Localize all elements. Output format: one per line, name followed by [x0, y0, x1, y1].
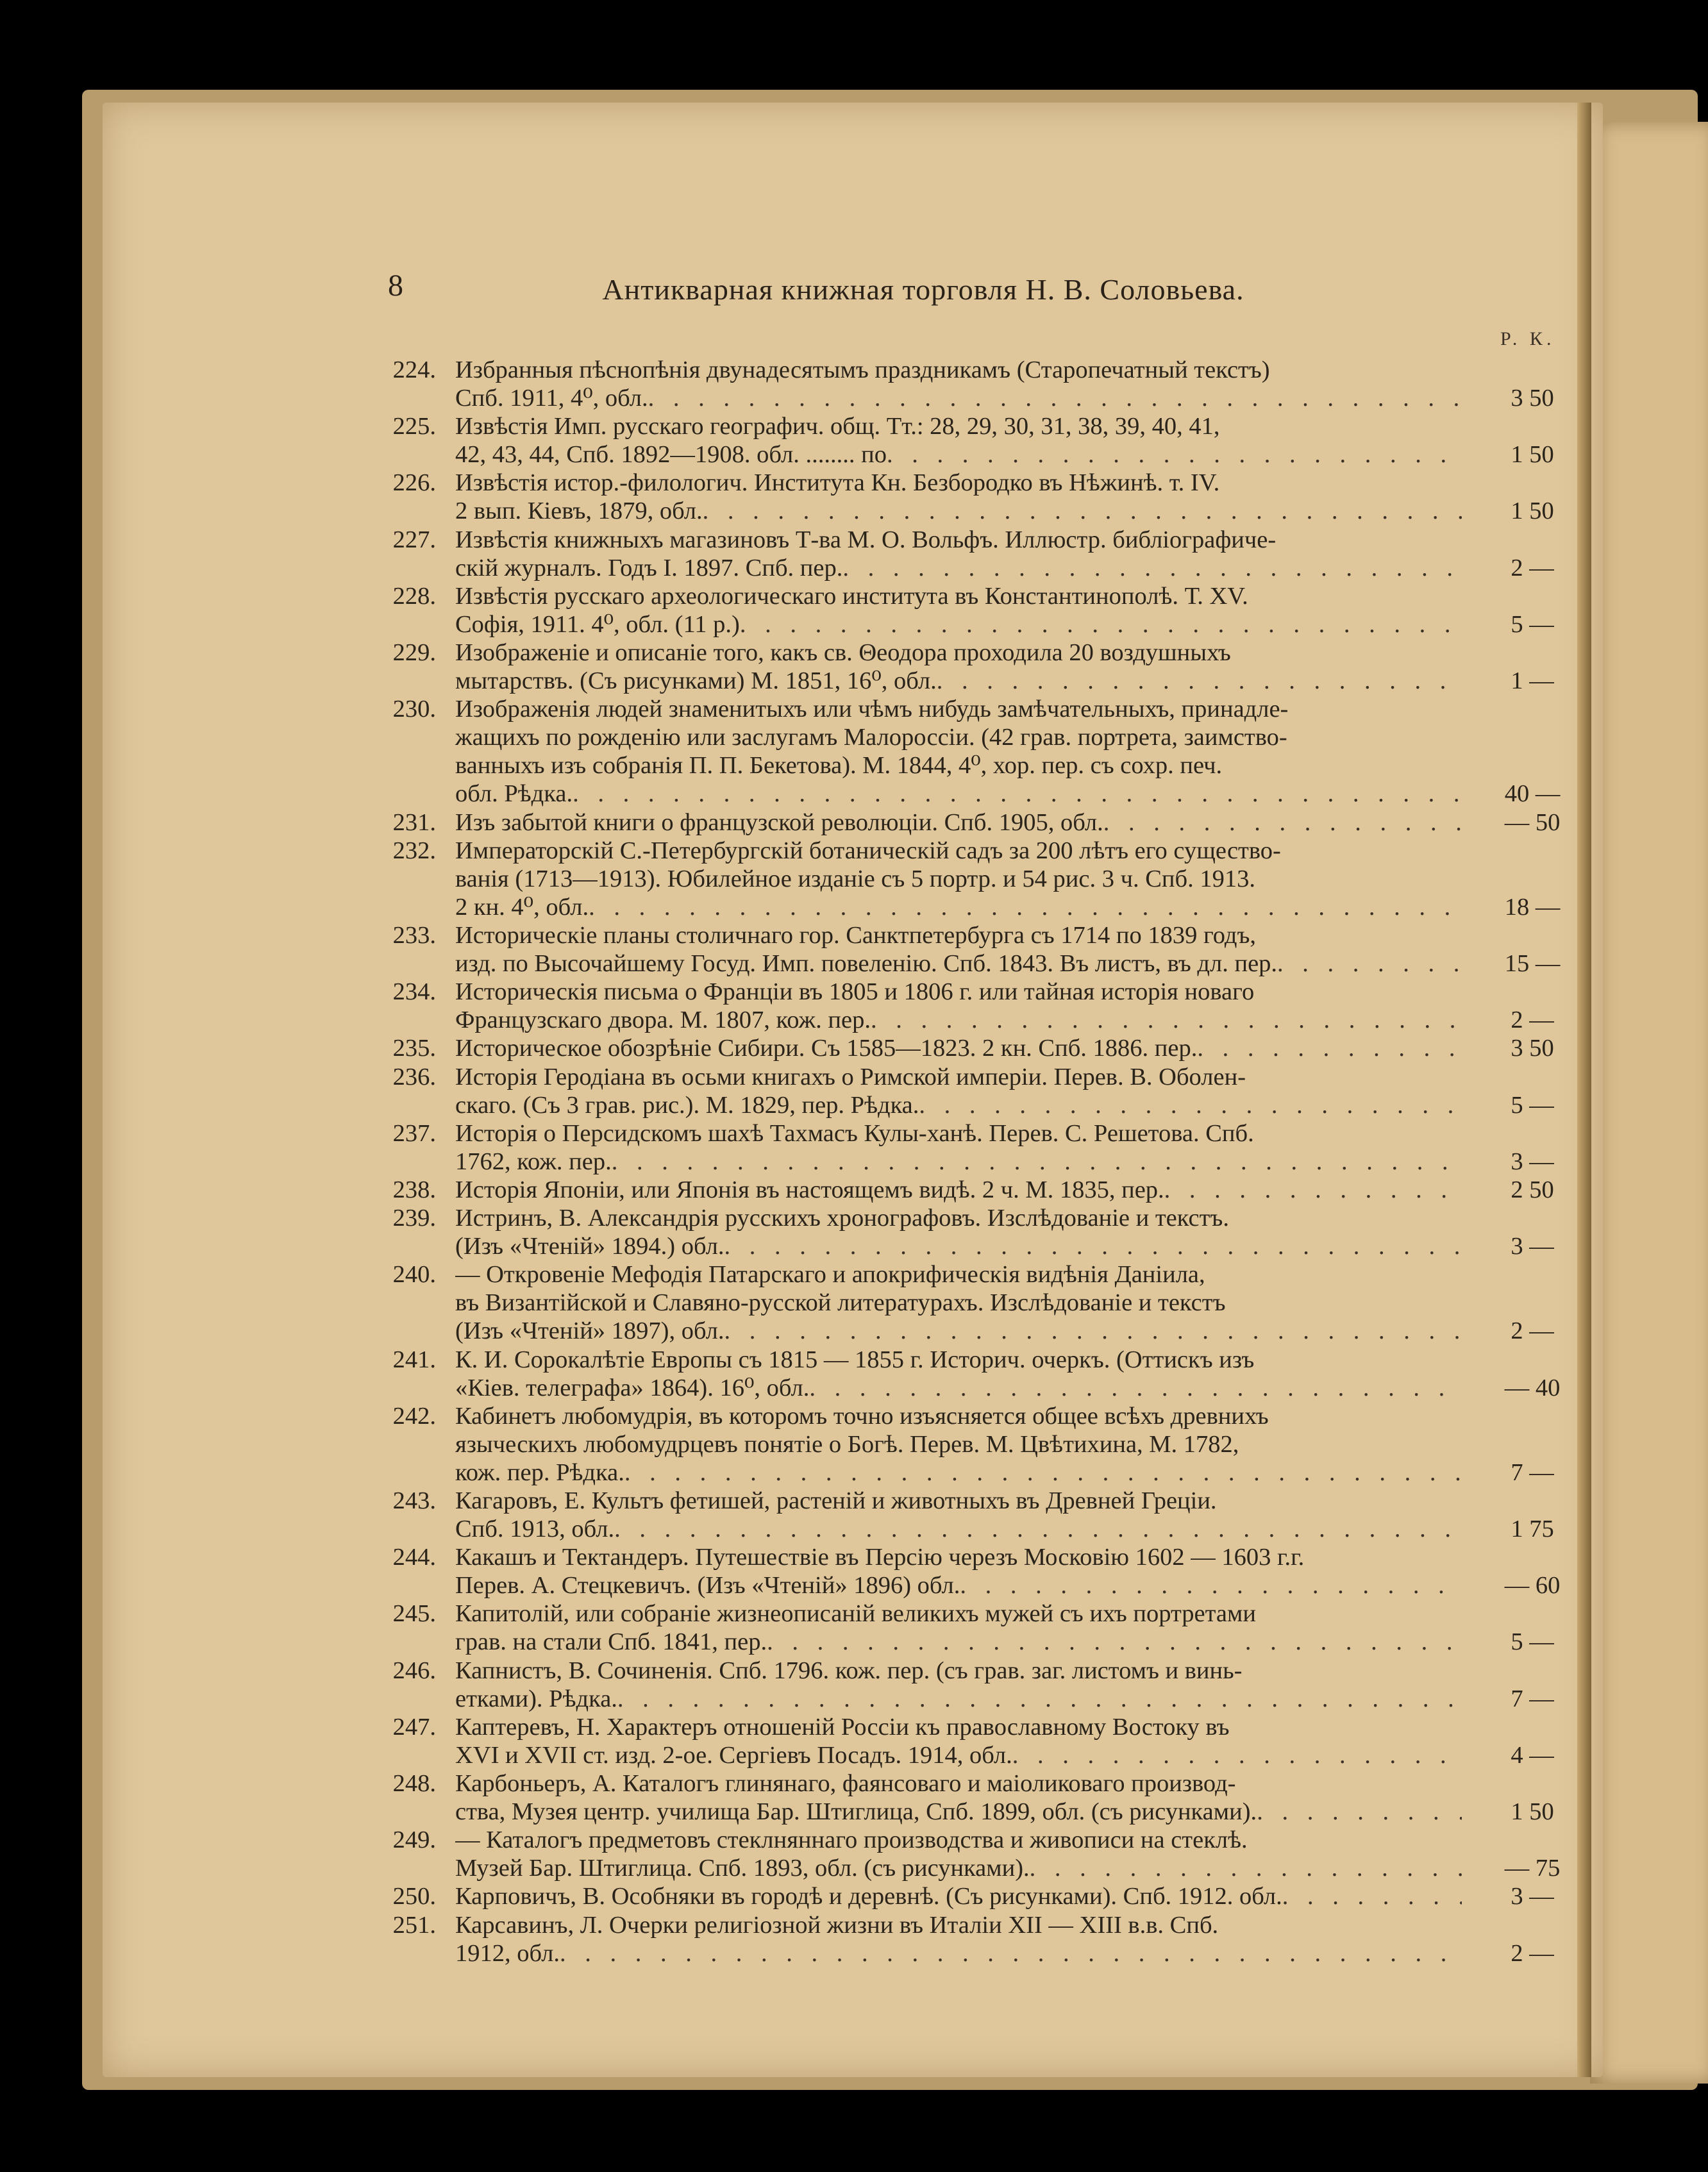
- entry-line-text: обл. Рѣдка.: [455, 780, 573, 808]
- entry-line: [455, 440, 1462, 469]
- entry-price: 3 50: [1511, 1035, 1554, 1062]
- entry-description: [455, 1176, 1462, 1204]
- dot-leader: [937, 667, 1462, 695]
- entry-price: 5 —: [1511, 1091, 1554, 1119]
- dot-leader: [871, 1006, 1462, 1034]
- price-column-header: Р. К.: [1500, 328, 1555, 349]
- running-head: [103, 272, 1603, 306]
- entry-line-text: Спб. 1911, 4⁰, обл.: [455, 385, 648, 412]
- entry-line-text: Извѣстія книжныхъ магазиновъ Т-ва М. О. Вольфъ. Иллюстр. библіографиче-: [455, 526, 1277, 553]
- entry-line-text: Карсавинъ, Л. Очерки религіозной жизни въ Италіи XII — XIII в.в. Спб.: [455, 1911, 1219, 1939]
- entry-price: 2 50: [1511, 1176, 1554, 1203]
- entry-price: 5 —: [1511, 1628, 1554, 1656]
- entry-line-text: Историческія письма о Франціи въ 1805 и 1806 г. или тайная исторія новаго: [455, 978, 1255, 1006]
- entry-number: 228.: [392, 582, 436, 610]
- entry-price: 2 —: [1511, 1007, 1554, 1034]
- entry-line-text: ства, Музея центр. училища Бар. Штиглица, Спб. 1899, обл. (съ рисунками).: [455, 1798, 1257, 1826]
- entry-description: [455, 1346, 1462, 1402]
- entry-line: [455, 412, 1462, 440]
- entry-number: 231.: [392, 808, 436, 836]
- entry-line: [455, 1091, 1462, 1119]
- entry-line: [455, 1176, 1462, 1204]
- entry-description: [455, 1713, 1462, 1769]
- entry-number: 237.: [392, 1119, 436, 1147]
- entry-line: [455, 1402, 1462, 1430]
- entry-line: [455, 582, 1462, 610]
- entry-price: — 40: [1504, 1374, 1561, 1401]
- entry-description: [455, 1882, 1462, 1910]
- entry-price: 18 —: [1504, 893, 1561, 921]
- entry-number: 244.: [392, 1544, 436, 1571]
- entry-line: [455, 921, 1462, 949]
- entry-number: 248.: [392, 1770, 436, 1797]
- dot-leader: [740, 610, 1462, 639]
- entry-number: 225.: [392, 413, 436, 440]
- entry-line-text: Спб. 1913, обл.: [455, 1516, 615, 1543]
- entry-description: [455, 1543, 1462, 1600]
- entry-price: 1 50: [1511, 441, 1554, 469]
- entry-description: [455, 978, 1462, 1034]
- entry-number: 226.: [392, 469, 436, 497]
- entry-line-text: Историческое обозрѣніе Сибири. Съ 1585—1823. 2 кн. Спб. 1886. пер.: [455, 1035, 1198, 1062]
- entry-line-text: Капитолій, или собраніе жизнеописаній великихъ мужей съ ихъ портретами: [455, 1600, 1256, 1628]
- entry-line-text: XVI и XVII ст. изд. 2-ое. Сергіевъ Посадъ. 1914, обл.: [455, 1741, 1012, 1769]
- entry-line: [455, 1854, 1462, 1882]
- entry-line-text: Извѣстія русскаго археологическаго института въ Константинополѣ. Т. XV.: [455, 582, 1248, 610]
- entry-number: 229.: [392, 639, 436, 666]
- entry-line: [455, 1713, 1462, 1741]
- entry-description: [455, 1204, 1462, 1260]
- entry-price: — 75: [1504, 1855, 1561, 1882]
- entry-line-text: Изображеніе и описаніе того, какъ св. Θеодора проходила 20 воздушныхъ: [455, 639, 1231, 666]
- dot-leader: [767, 1628, 1462, 1656]
- entry-line-text: Извѣстія Имп. русскаго географич. общ. Тт.: 28, 29, 30, 31, 38, 39, 40, 41,: [455, 413, 1220, 440]
- entry-line-text: Карбоньеръ, А. Каталогъ глинянаго, фаянсоваго и маіоликоваго производ-: [455, 1770, 1236, 1797]
- entry-line: [455, 469, 1462, 497]
- entry-line: [455, 1006, 1462, 1034]
- entry-line: [455, 1458, 1462, 1487]
- entry-line-text: мытарствъ. (Съ рисунками) М. 1851, 16⁰, обл.: [455, 667, 937, 695]
- entry-line-text: Избранныя пѣснопѣнія двунадесятымъ праздникамъ (Старопечатный текстъ): [455, 356, 1270, 383]
- entry-description: [455, 1911, 1462, 1967]
- dot-leader: [703, 497, 1462, 525]
- entry-line: [455, 1826, 1462, 1854]
- entry-number: 240.: [392, 1261, 436, 1289]
- entry-number: 245.: [392, 1600, 436, 1628]
- dot-leader: [612, 1148, 1462, 1176]
- entry-line-text: жащихъ по рожденію или заслугамъ Малороссіи. (42 грав. портрета, заимство-: [455, 724, 1287, 751]
- entry-description: [455, 639, 1462, 695]
- entry-line: [455, 1628, 1462, 1656]
- entry-description: [455, 1769, 1462, 1826]
- entry-line-text: Французскаго двора. М. 1807, кож. пер.: [455, 1007, 871, 1034]
- dot-leader: [1164, 1176, 1462, 1204]
- dot-leader: [1030, 1854, 1462, 1882]
- entry-line: [455, 1769, 1462, 1798]
- entry-line: [455, 695, 1462, 723]
- entry-line: [455, 949, 1462, 978]
- dot-leader: [589, 893, 1462, 921]
- entry-price: 4 —: [1511, 1741, 1554, 1769]
- dot-leader: [842, 554, 1462, 582]
- entry-line: [455, 1939, 1462, 1967]
- entry-line-text: Капнистъ, В. Сочиненія. Спб. 1796. кож. пер. (съ грав. заг. листомъ и винь-: [455, 1657, 1243, 1684]
- entry-number: 250.: [392, 1883, 436, 1910]
- entry-line: [455, 723, 1462, 751]
- entry-number: 239.: [392, 1205, 436, 1232]
- entry-line: [455, 1911, 1462, 1939]
- entry-line-text: «Кіев. телеграфа» 1864). 16⁰, обл.: [455, 1374, 810, 1401]
- entry-number: 233.: [392, 922, 436, 949]
- entry-line-text: Музей Бар. Штиглица. Спб. 1893, обл. (съ рисунками).: [455, 1855, 1030, 1882]
- entry-line-text: (Изъ «Чтеній» 1894.) обл.: [455, 1233, 724, 1260]
- entry-line-text: Перев. А. Стецкевичъ. (Изъ «Чтеній» 1896) обл.: [455, 1572, 960, 1600]
- entry-description: [455, 356, 1462, 412]
- entry-line-text: Какашъ и Тектандеръ. Путешествіе въ Персію черезъ Московію 1602 — 1603 г.г.: [455, 1544, 1305, 1571]
- entry-line: [455, 865, 1462, 893]
- entry-price: 5 —: [1511, 610, 1554, 638]
- entry-description: [455, 837, 1462, 921]
- entry-line-text: 2 вып. Кіевъ, 1879, обл.: [455, 497, 703, 525]
- entry-line: [455, 526, 1462, 554]
- dot-leader: [573, 780, 1462, 808]
- dot-leader: [1277, 949, 1462, 978]
- entry-line-text: Карповичъ, В. Особняки въ городѣ и деревнѣ. (Съ рисунками). Спб. 1912. обл.: [455, 1883, 1282, 1910]
- entry-line: [455, 1430, 1462, 1458]
- dot-leader: [724, 1232, 1462, 1260]
- entry-price: 3 —: [1511, 1883, 1554, 1910]
- entry-line: [455, 1571, 1462, 1600]
- dot-leader: [648, 384, 1462, 412]
- entry-price: 2 —: [1511, 1939, 1554, 1967]
- entry-line-text: грав. на стали Спб. 1841, пер.: [455, 1628, 767, 1656]
- entry-line-text: Историческіе планы столичнаго гор. Санктпетербурга съ 1714 по 1839 годъ,: [455, 922, 1257, 949]
- entry-number: 234.: [392, 978, 436, 1006]
- dot-leader: [809, 1374, 1462, 1402]
- entry-line-text: кож. пер. Рѣдка.: [455, 1458, 624, 1486]
- entry-line: [455, 1543, 1462, 1571]
- running-head-text: Антикварная книжная торговля Н. В. Соловьева.: [602, 273, 1244, 306]
- entry-line: [455, 837, 1462, 865]
- entry-number: 249.: [392, 1826, 436, 1854]
- entry-line-text: Кабинетъ любомудрія, въ которомъ точно изъясняется общее всѣхъ древнихъ: [455, 1402, 1269, 1430]
- entry-number: 238.: [392, 1176, 436, 1203]
- entry-number: 246.: [392, 1657, 436, 1684]
- entry-line-text: — Каталогъ предметовъ стеклняннаго производства и живописи на стеклѣ.: [455, 1826, 1248, 1854]
- entry-line-text: К. И. Сорокалѣтіе Европы съ 1815 — 1855 г. Историч. очеркъ. (Оттискъ изъ: [455, 1346, 1255, 1373]
- entry-description: [455, 1402, 1462, 1487]
- entry-description: [455, 1119, 1462, 1176]
- entry-line: [455, 1685, 1462, 1713]
- entry-price: 3 —: [1511, 1148, 1554, 1175]
- entry-description: [455, 526, 1462, 582]
- entry-line: [455, 1119, 1462, 1148]
- dot-leader: [960, 1571, 1462, 1600]
- entry-line: [455, 808, 1462, 837]
- entry-number: 230.: [392, 696, 436, 723]
- entry-line: [455, 1346, 1462, 1374]
- entry-line-text: Истринъ, В. Александрія русскихъ хронографовъ. Изслѣдованіе и текстъ.: [455, 1205, 1229, 1232]
- entry-line-text: Каптеревъ, Н. Характеръ отношеній Россіи къ православному Востоку въ: [455, 1713, 1230, 1741]
- entry-price: — 50: [1504, 808, 1561, 836]
- entry-line-text: етками). Рѣдка.: [455, 1685, 617, 1712]
- entry-description: [455, 921, 1462, 978]
- entry-number: 227.: [392, 526, 436, 553]
- facing-page: [1590, 122, 1708, 2084]
- entry-line: [455, 751, 1462, 780]
- dot-leader: [1197, 1034, 1462, 1062]
- entry-line: [455, 497, 1462, 525]
- dot-leader: [1257, 1798, 1462, 1826]
- dot-leader: [1282, 1882, 1462, 1910]
- entry-line: [455, 1882, 1462, 1910]
- entry-line: [455, 1204, 1462, 1232]
- entry-line-text: (Изъ «Чтеній» 1897), обл.: [455, 1317, 724, 1345]
- entry-price: 3 50: [1511, 385, 1554, 412]
- entry-description: [455, 469, 1462, 525]
- entry-line-text: Извѣстія истор.-филологич. Института Кн. Безбородко въ Нѣжинѣ. т. IV.: [455, 469, 1220, 497]
- entry-line: [455, 893, 1462, 921]
- entry-line-text: изд. по Высочайшему Госуд. Имп. повеленію. Спб. 1843. Въ листъ, въ дл. пер.: [455, 950, 1278, 978]
- entry-number: 235.: [392, 1035, 436, 1062]
- dot-leader: [1103, 808, 1462, 837]
- entry-line: [455, 1798, 1462, 1826]
- dot-leader: [887, 440, 1462, 469]
- entry-price: 1 50: [1511, 1798, 1554, 1826]
- entry-line: [455, 1260, 1462, 1289]
- entry-number: 236.: [392, 1063, 436, 1090]
- entry-line-text: 2 кн. 4⁰, обл.: [455, 893, 589, 921]
- entry-line-text: 1762, кож. пер.: [455, 1148, 612, 1175]
- entry-line-text: скій журналъ. Годъ I. 1897. Спб. пер.: [455, 554, 843, 581]
- entry-line-text: Исторія о Персидскомъ шахѣ Тахмасъ Кулы-ханѣ. Перев. С. Решетова. Спб.: [455, 1119, 1254, 1147]
- entry-line-text: скаго. (Съ 3 грав. рис.). М. 1829, пер. Рѣдка.: [455, 1091, 919, 1119]
- entry-line: [455, 639, 1462, 667]
- entry-line-text: ванія (1713—1913). Юбилейное изданіе съ 5 портр. и 54 рис. 3 ч. Спб. 1913.: [455, 865, 1255, 892]
- entry-description: [455, 1487, 1462, 1543]
- catalog-page: [103, 103, 1603, 2077]
- entry-line: [455, 1515, 1462, 1543]
- entry-line: [455, 1374, 1462, 1402]
- entry-line: [455, 667, 1462, 695]
- dot-leader: [919, 1091, 1462, 1119]
- entry-number: 224.: [392, 356, 436, 383]
- entry-line: [455, 384, 1462, 412]
- entry-line: [455, 1657, 1462, 1685]
- entry-description: [455, 1034, 1462, 1062]
- entry-line: [455, 780, 1462, 808]
- entry-line-text: Императорскій С.-Петербургскій ботаническій садъ за 200 лѣтъ его существо-: [455, 837, 1281, 864]
- entry-line-text: Исторія Геродіана въ осьми книгахъ о Римской имперіи. Перев. В. Оболен-: [455, 1063, 1246, 1090]
- entry-line: [455, 1232, 1462, 1260]
- entry-number: 243.: [392, 1487, 436, 1514]
- entry-number: 251.: [392, 1911, 436, 1939]
- entry-line-text: языческихъ любомудрцевъ понятіе о Богѣ. Перев. М. Цвѣтихина, М. 1782,: [455, 1430, 1239, 1458]
- entry-line-text: Софія, 1911. 4⁰, обл. (11 р.): [455, 610, 740, 638]
- entry-description: [455, 1826, 1462, 1882]
- entry-description: [455, 412, 1462, 469]
- entry-price: 1 75: [1511, 1516, 1554, 1543]
- entry-number: 242.: [392, 1402, 436, 1430]
- page-number: 8: [388, 269, 403, 303]
- entry-line: [455, 1289, 1462, 1317]
- entry-line: [455, 1034, 1462, 1062]
- entry-line: [455, 610, 1462, 639]
- entry-line-text: въ Византійской и Славяно-русской литературахъ. Изслѣдованіе и текстъ: [455, 1289, 1226, 1317]
- entry-description: [455, 1600, 1462, 1656]
- entry-description: [455, 695, 1462, 808]
- entry-price: 2 —: [1511, 1317, 1554, 1345]
- entry-line-text: 1912, обл.: [455, 1939, 560, 1967]
- entry-line: [455, 1148, 1462, 1176]
- entry-line: [455, 1600, 1462, 1628]
- entry-price: 40 —: [1504, 780, 1561, 808]
- entry-line: [455, 1063, 1462, 1091]
- dot-leader: [617, 1685, 1462, 1713]
- entry-line: [455, 356, 1462, 384]
- entry-line: [455, 978, 1462, 1006]
- dot-leader: [614, 1515, 1462, 1543]
- entry-price: 15 —: [1504, 950, 1561, 978]
- entry-line-text: ванныхъ изъ собранія П. П. Бекетова). М. 1844, 4⁰, хор. пер. съ сохр. печ.: [455, 752, 1223, 780]
- entry-line-text: Изображенія людей знаменитыхъ или чѣмъ нибудь замѣчательныхъ, принадле-: [455, 696, 1289, 723]
- entry-line-text: 42, 43, 44, Спб. 1892—1908. обл. ........ по: [455, 441, 887, 469]
- entry-number: 247.: [392, 1713, 436, 1741]
- entry-line-text: Изъ забытой книги о французской революціи. Спб. 1905, обл.: [455, 808, 1103, 836]
- entry-line-text: Кагаровъ, Е. Культъ фетишей, растеній и животныхъ въ Древней Греціи.: [455, 1487, 1217, 1514]
- dot-leader: [624, 1458, 1462, 1487]
- dot-leader: [560, 1939, 1462, 1967]
- entry-description: [455, 1063, 1462, 1119]
- entry-description: [455, 808, 1462, 837]
- entry-line: [455, 1487, 1462, 1515]
- entry-description: [455, 582, 1462, 639]
- entry-price: 2 —: [1511, 554, 1554, 581]
- entry-price: 7 —: [1511, 1458, 1554, 1486]
- entry-description: [455, 1260, 1462, 1345]
- entry-price: 1 50: [1511, 497, 1554, 525]
- entry-line-text: Исторія Японіи, или Японія въ настоящемъ видѣ. 2 ч. М. 1835, пер.: [455, 1176, 1164, 1203]
- entry-line: [455, 554, 1462, 582]
- entry-price: 1 —: [1511, 667, 1554, 695]
- entry-line: [455, 1741, 1462, 1769]
- dot-leader: [1012, 1741, 1462, 1769]
- entry-price: 3 —: [1511, 1233, 1554, 1260]
- entry-price: — 60: [1504, 1572, 1561, 1600]
- entry-number: 241.: [392, 1346, 436, 1373]
- dot-leader: [724, 1317, 1462, 1345]
- entry-description: [455, 1657, 1462, 1713]
- entry-line-text: — Откровеніе Мефодія Патарскаго и апокрифическія видѣнія Даніила,: [455, 1261, 1205, 1289]
- entry-number: 232.: [392, 837, 436, 864]
- entry-line: [455, 1317, 1462, 1345]
- entry-price: 7 —: [1511, 1685, 1554, 1712]
- page-gutter: [1577, 103, 1591, 2077]
